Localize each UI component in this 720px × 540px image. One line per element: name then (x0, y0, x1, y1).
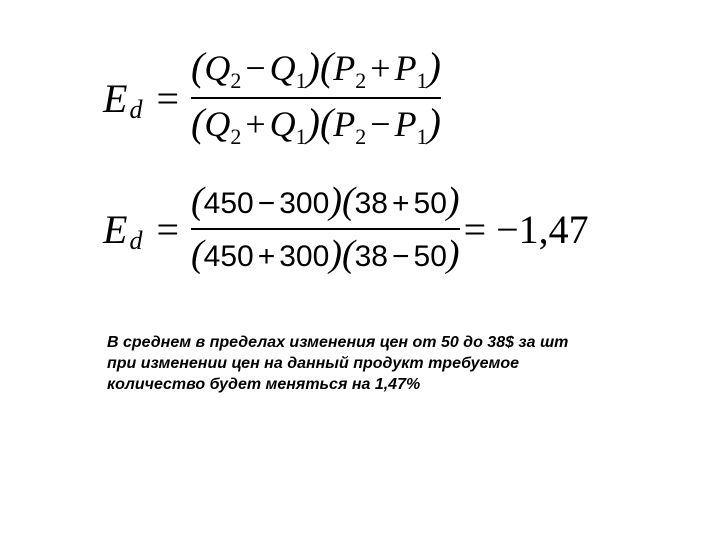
var-q: Q (204, 104, 231, 144)
value: 450 (203, 187, 254, 220)
paren: ) (427, 100, 441, 145)
calculation-fraction (191, 179, 460, 279)
operator: + (257, 240, 276, 273)
calculation-result: = −1,47 (463, 206, 589, 252)
paren: ) (329, 180, 342, 222)
value: 300 (279, 187, 330, 220)
operator: + (370, 48, 391, 88)
conclusion-text (107, 332, 667, 395)
symbol-subscript: d (129, 94, 143, 124)
paren: ( (191, 180, 204, 222)
paren: ( (191, 100, 205, 145)
value: 38 (354, 187, 388, 220)
value: 450 (203, 240, 254, 273)
subscript: 1 (295, 68, 307, 93)
elasticity-calculation (103, 182, 589, 276)
paren: ) (446, 233, 460, 275)
var-p: P (394, 48, 417, 88)
paren: ( (341, 180, 355, 222)
value: 300 (279, 240, 330, 273)
symbol-e: E (103, 75, 128, 121)
conclusion-line: количество будет меняться на 1,47% (107, 376, 421, 393)
operator: + (392, 187, 410, 220)
var-p: P (394, 104, 417, 144)
var-p: P (333, 48, 356, 88)
equals-sign: = (156, 75, 179, 121)
formula-numerator (191, 45, 441, 95)
fraction-bar (191, 228, 460, 230)
elasticity-symbol (103, 206, 142, 253)
var-q: Q (204, 48, 231, 88)
conclusion-line: при изменении цен на данный продукт требуемое (107, 355, 519, 372)
paren: ) (306, 100, 320, 145)
subscript: 1 (416, 124, 428, 149)
symbol-e: E (103, 206, 128, 252)
subscript: 2 (230, 68, 242, 93)
var-q: Q (269, 104, 296, 144)
subscript: 1 (416, 68, 428, 93)
value: 38 (354, 240, 388, 273)
subscript: 2 (355, 124, 367, 149)
var-q: Q (269, 48, 296, 88)
subscript: 2 (355, 68, 367, 93)
operator: − (392, 240, 410, 273)
value: 50 (413, 187, 447, 220)
formula-fraction (191, 45, 441, 151)
subscript: 2 (230, 124, 242, 149)
elasticity-symbol (103, 75, 142, 122)
paren: ( (319, 100, 334, 145)
operator: − (370, 104, 391, 144)
paren: ( (191, 233, 204, 275)
calculation-numerator (191, 179, 460, 226)
paren: ( (319, 44, 334, 89)
equals-sign: = (156, 206, 179, 252)
operator: − (257, 187, 276, 220)
fraction-bar (191, 97, 441, 99)
paren: ) (306, 44, 320, 89)
operator: + (245, 104, 266, 144)
formula-denominator (191, 101, 441, 151)
symbol-subscript: d (129, 225, 143, 255)
paren: ( (191, 44, 205, 89)
elasticity-formula (103, 44, 441, 149)
paren: ) (329, 233, 342, 275)
paren: ) (427, 44, 441, 89)
calculation-denominator (191, 232, 460, 279)
operator: − (245, 48, 266, 88)
var-p: P (333, 104, 356, 144)
subscript: 1 (295, 124, 307, 149)
value: 50 (413, 240, 447, 273)
paren: ) (446, 180, 460, 222)
paren: ( (341, 233, 355, 275)
conclusion-line: В среднем в пределах изменения цен от 50 до 38$ за шт (107, 334, 569, 351)
